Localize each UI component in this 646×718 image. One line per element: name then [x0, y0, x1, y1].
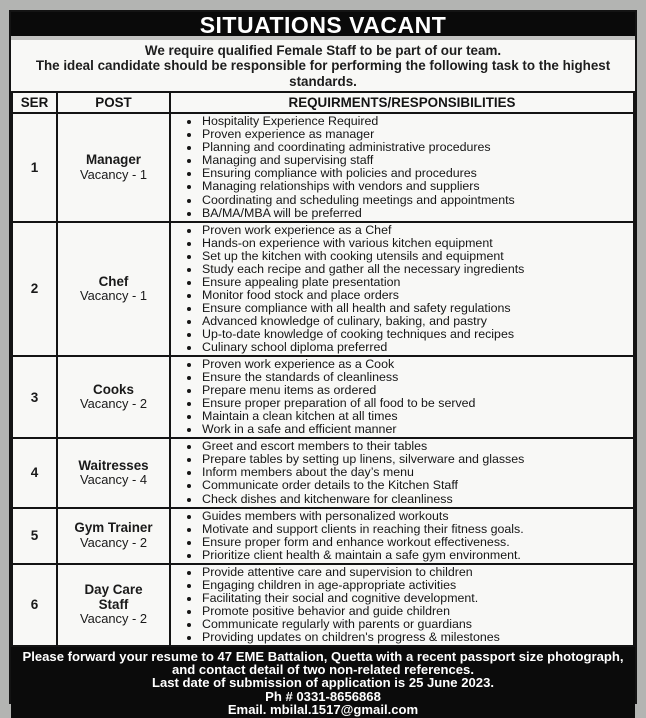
requirements-cell [170, 222, 634, 356]
requirement-item: • Managing relationships with vendors and suppliers [201, 180, 631, 193]
table-row-gym-trainer [12, 508, 634, 564]
post-cell [57, 113, 170, 221]
requirement-item: • Greet and escort members to their tables [201, 440, 631, 453]
table-header-row [12, 92, 634, 113]
intro-line: We require qualified Female Staff to be part of our team. [144, 43, 502, 58]
requirement-item: • Advanced knowledge of culinary, baking, and pastry [201, 315, 631, 328]
requirements-list [171, 566, 631, 644]
requirement-item: • Planning and coordinating administrative procedures [201, 141, 631, 154]
table-row-day-care-staff [12, 564, 634, 646]
ser-number: 2 [12, 222, 57, 356]
table-row-chef [12, 222, 634, 356]
intro-text [11, 40, 635, 91]
requirements-list [171, 224, 631, 354]
requirement-item: • Prioritize client health & maintain a safe gym environment. [201, 549, 631, 562]
intro-line: The ideal candidate should be responsible for performing the following task to the highest standards. [35, 58, 611, 89]
requirement-item: • Ensuring compliance with policies and procedures [201, 167, 631, 180]
requirement-item: • Study each recipe and gather all the necessary ingredients [201, 263, 631, 276]
requirement-item: • Guides members with personalized workouts [201, 510, 631, 523]
requirement-item: • Maintain a clean kitchen at all times [201, 410, 631, 423]
requirement-item: • Coordinating and scheduling meetings and appointments [201, 194, 631, 207]
requirement-item: • Ensure the standards of cleanliness [201, 371, 631, 384]
requirement-item: • Provide attentive care and supervision to children [201, 566, 631, 579]
page-title: SITUATIONS VACANT [11, 12, 635, 40]
requirements-list [171, 510, 631, 562]
requirement-item: • Prepare menu items as ordered [201, 384, 631, 397]
requirement-item: • Up-to-date knowledge of cooking techniques and recipes [201, 328, 631, 341]
requirement-item: • Inform members about the day’s menu [201, 466, 631, 479]
requirement-item: • Proven work experience as a Cook [201, 358, 631, 371]
post-name: Chef [98, 273, 129, 289]
post-name: Waitresses [78, 457, 149, 473]
vacancy-count: Vacancy - 2 [79, 396, 148, 412]
requirements-list [171, 115, 631, 219]
requirement-item: • Managing and supervising staff [201, 154, 631, 167]
post-name: Cooks [93, 381, 134, 397]
requirements-list [171, 358, 631, 436]
requirement-item: • Providing updates on children's progress & milestones [201, 631, 631, 644]
post-cell [57, 508, 170, 564]
requirement-item: • Culinary school diploma preferred [201, 341, 631, 354]
table-row-waitresses [12, 438, 634, 507]
header-requirements: REQUIRMENTS/RESPONSIBILITIES [170, 92, 634, 113]
requirement-item: • Ensure compliance with all health and safety regulations [201, 302, 631, 315]
post-name: Gym Trainer [74, 520, 153, 536]
ser-number: 3 [12, 356, 57, 438]
post-cell [57, 564, 170, 646]
footer-line: Ph # 0331-8656868 [265, 688, 381, 704]
requirements-cell [170, 564, 634, 646]
requirement-item: • Motivate and support clients in reaching their fitness goals. [201, 523, 631, 536]
ser-number: 5 [12, 508, 57, 564]
table-row-manager [12, 113, 634, 221]
ser-number: 1 [12, 113, 57, 221]
requirements-cell [170, 356, 634, 438]
requirement-item: • Monitor food stock and place orders [201, 289, 631, 302]
requirements-list [171, 440, 631, 505]
ser-number: 6 [12, 564, 57, 646]
post-name: Manager [85, 152, 142, 168]
vacancy-count: Vacancy - 2 [79, 534, 148, 550]
header-post: POST [57, 92, 170, 113]
post-cell [57, 222, 170, 356]
requirement-item: • Promote positive behavior and guide children [201, 605, 631, 618]
requirement-item: • BA/MA/MBA will be preferred [201, 207, 631, 220]
job-advertisement [9, 10, 637, 717]
requirements-cell [170, 113, 634, 221]
requirement-item: • Set up the kitchen with cooking utensils and equipment [201, 250, 631, 263]
requirement-item: • Ensure proper preparation of all food to be served [201, 397, 631, 410]
vacancy-count: Vacancy - 4 [79, 472, 148, 488]
ser-number: 4 [12, 438, 57, 507]
table-row-cooks [12, 356, 634, 438]
requirement-item: • Proven experience as manager [201, 128, 631, 141]
requirement-item: • Ensure appealing plate presentation [201, 276, 631, 289]
post-name: Day Care Staff [84, 582, 143, 612]
footer-line: Please forward your resume to 47 EME Battalion, Quetta with a recent passport size photograph, and contact detail of two non-related references. [22, 649, 624, 678]
requirement-item: • Communicate regularly with parents or guardians [201, 618, 631, 631]
header-ser: SER [12, 92, 57, 113]
vacancy-count: Vacancy - 2 [79, 611, 148, 627]
requirement-item: • Engaging children in age-appropriate activities [201, 579, 631, 592]
requirements-cell [170, 508, 634, 564]
requirement-item: • Hospitality Experience Required [201, 115, 631, 128]
post-cell [57, 438, 170, 507]
post-cell [57, 356, 170, 438]
vacancy-count: Vacancy - 1 [79, 166, 148, 182]
vacancies-table [11, 91, 635, 647]
requirements-cell [170, 438, 634, 507]
vacancy-count: Vacancy - 1 [79, 288, 148, 304]
requirement-item: • Facilitating their social and cognitive development. [201, 592, 631, 605]
requirement-item: • Proven work experience as a Chef [201, 224, 631, 237]
footer-line: Last date of submission of application is 25 June 2023. [152, 675, 494, 691]
requirement-item: • Communicate order details to the Kitchen Staff [201, 479, 631, 492]
footer-line: Email. mbilal.1517@gmail.com [227, 701, 419, 717]
requirement-item: • Ensure proper form and enhance workout effectiveness. [201, 536, 631, 549]
requirement-item: • Hands-on experience with various kitchen equipment [201, 237, 631, 250]
requirement-item: • Check dishes and kitchenware for cleanliness [201, 493, 631, 506]
requirement-item: • Prepare tables by setting up linens, silverware and glasses [201, 453, 631, 466]
requirement-item: • Work in a safe and efficient manner [201, 423, 631, 436]
application-instructions [11, 647, 635, 718]
